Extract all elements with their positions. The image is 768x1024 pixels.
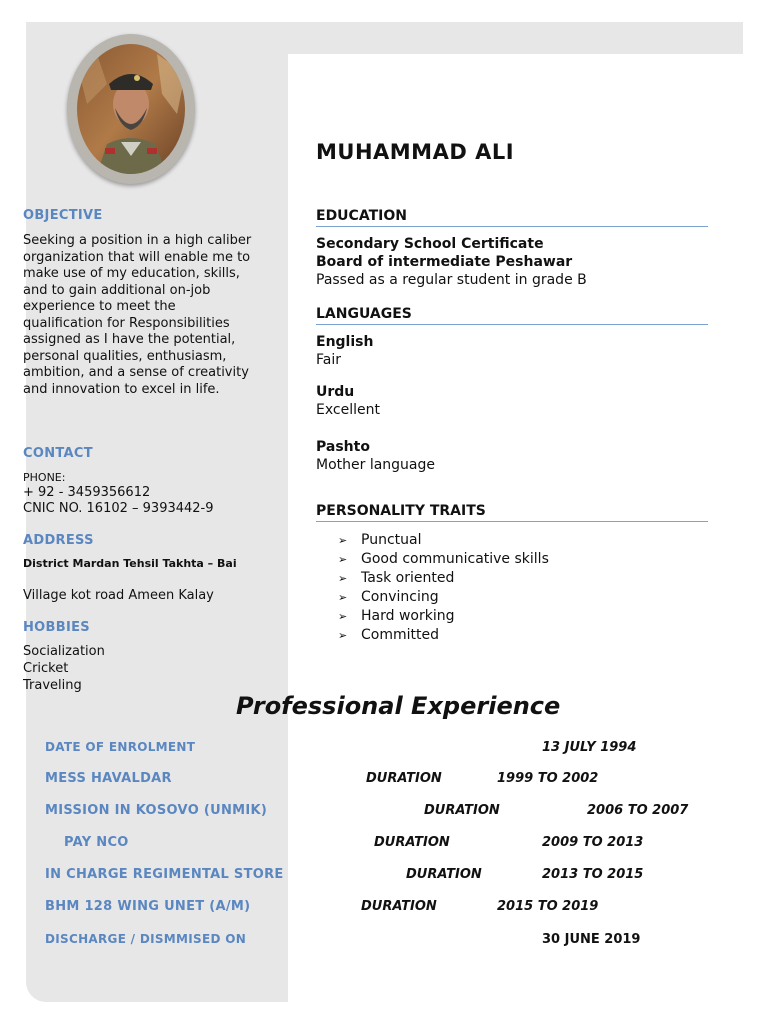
list-item: ➢ Hard working [338, 608, 455, 624]
traits-title: PERSONALITY TRAITS [316, 503, 486, 519]
experience-label: IN CHARGE REGIMENTAL STORE [45, 867, 284, 882]
address-title: ADDRESS [23, 533, 94, 548]
section-divider [316, 226, 708, 227]
language-name: English [316, 334, 374, 350]
hobbies-title: HOBBIES [23, 620, 90, 635]
language-name: Urdu [316, 384, 355, 400]
hobby-item: Socialization [23, 644, 105, 659]
language-level: Excellent [316, 402, 380, 418]
experience-title: Professional Experience [236, 692, 561, 720]
list-item: ➢ Good communicative skills [338, 551, 549, 567]
experience-duration: DURATION [424, 803, 500, 818]
experience-value: 13 JULY 1994 [542, 740, 637, 755]
experience-value: 1999 TO 2002 [497, 771, 599, 786]
experience-label: MESS HAVALDAR [45, 771, 172, 786]
languages-title: LANGUAGES [316, 306, 412, 322]
experience-value: 2013 TO 2015 [542, 867, 644, 882]
arrow-bullet-icon: ➢ [338, 572, 348, 585]
arrow-bullet-icon: ➢ [338, 591, 348, 604]
experience-label: DISCHARGE / DISMMISED ON [45, 932, 247, 946]
profile-photo-frame [67, 34, 195, 184]
experience-duration: DURATION [361, 899, 437, 914]
experience-value: 2015 TO 2019 [497, 899, 599, 914]
experience-label: DATE OF ENROLMENT [45, 740, 196, 754]
experience-value: 30 JUNE 2019 [542, 932, 641, 947]
language-level: Fair [316, 352, 341, 368]
language-level: Mother language [316, 457, 436, 473]
objective-text: Seeking a position in a high caliber organization that will enable me to make use of my education, skills, and to gain additional on-job experience to meet the qualification for Responsibilities assigned as I have the potential, personal qualities, enthusiasm, ambition, and a sense of creativity and innovation to excel in life. [23, 233, 252, 397]
objective-title: OBJECTIVE [23, 208, 103, 223]
contact-title: CONTACT [23, 446, 93, 461]
experience-duration: DURATION [366, 771, 442, 786]
experience-label: PAY NCO [64, 835, 129, 850]
list-item: ➢ Convincing [338, 589, 439, 605]
education-line2: Board of intermediate Peshawar [316, 254, 573, 270]
arrow-bullet-icon: ➢ [338, 553, 348, 566]
list-item: ➢ Punctual [338, 532, 422, 548]
arrow-bullet-icon: ➢ [338, 610, 348, 623]
experience-label: BHM 128 WING UNET (A/M) [45, 899, 251, 914]
education-line3: Passed as a regular student in grade B [316, 272, 587, 288]
section-divider [316, 521, 708, 522]
experience-label: MISSION IN KOSOVO (UNMIK) [45, 803, 268, 818]
hobby-item: Traveling [23, 678, 82, 693]
phone-label: PHONE: [23, 471, 66, 484]
experience-duration: DURATION [374, 835, 450, 850]
arrow-bullet-icon: ➢ [338, 534, 348, 547]
phone-value: + 92 - 3459356612 [23, 485, 151, 500]
experience-duration: DURATION [406, 867, 482, 882]
cnic-value: CNIC NO. 16102 – 9393442-9 [23, 501, 214, 516]
address-line1: District Mardan Tehsil Takhta – Bai [23, 557, 237, 570]
arrow-bullet-icon: ➢ [338, 629, 348, 642]
candidate-name: MUHAMMAD ALI [316, 140, 515, 164]
traits-list [338, 531, 549, 645]
education-line1: Secondary School Certificate [316, 236, 544, 252]
list-item: ➢ Task oriented [338, 570, 455, 586]
language-name: Pashto [316, 439, 370, 455]
address-line2: Village kot road Ameen Kalay [23, 588, 214, 603]
hobby-item: Cricket [23, 661, 69, 676]
experience-value: 2006 TO 2007 [587, 803, 689, 818]
experience-value: 2009 TO 2013 [542, 835, 644, 850]
education-title: EDUCATION [316, 208, 407, 224]
section-divider [316, 324, 708, 325]
profile-photo [77, 44, 185, 174]
list-item: ➢ Committed [338, 627, 439, 643]
